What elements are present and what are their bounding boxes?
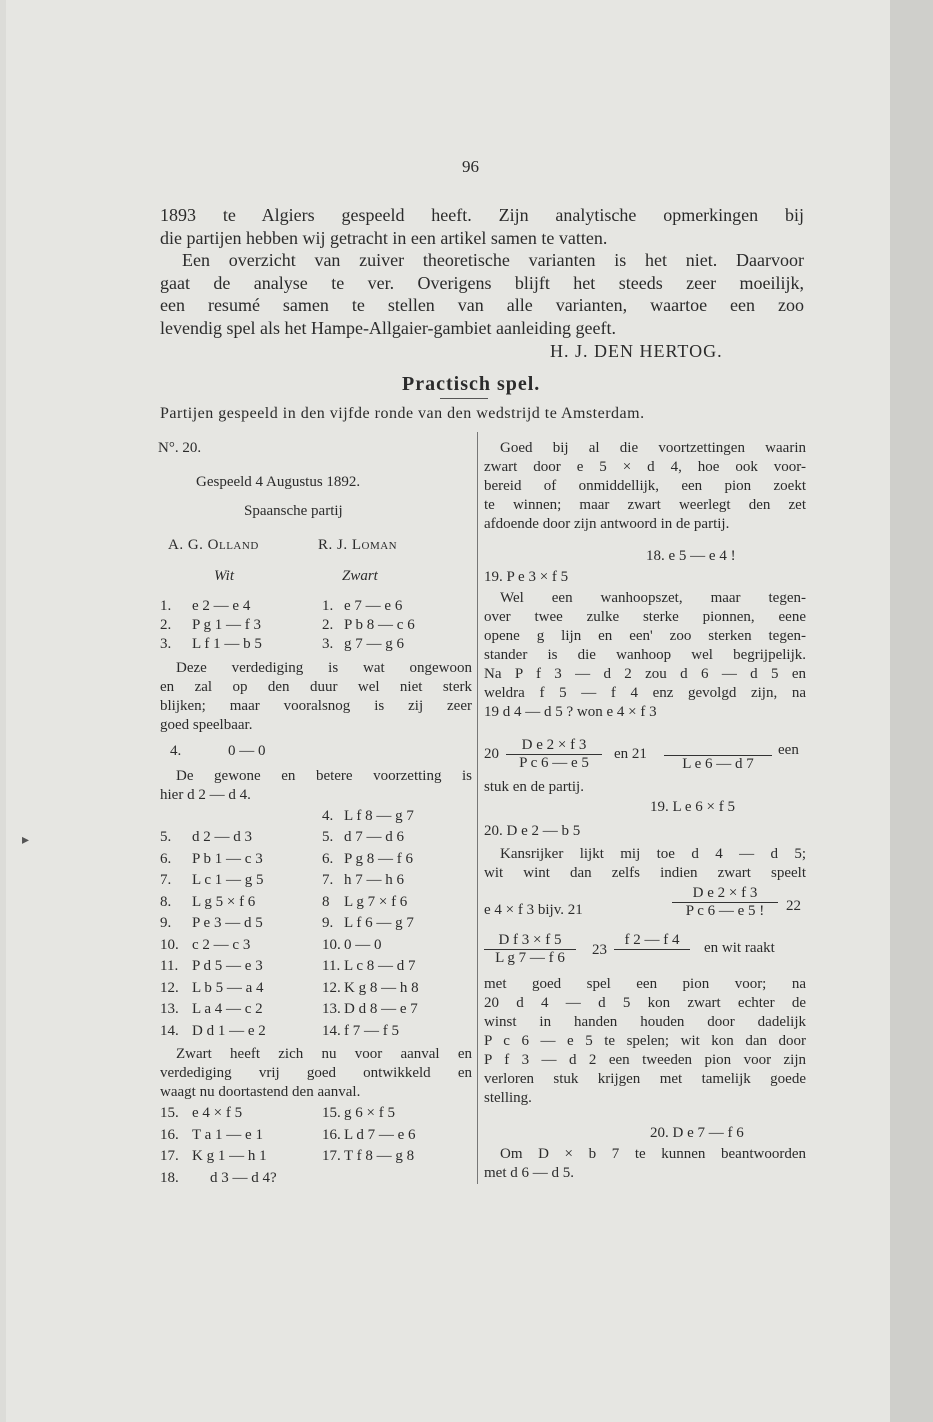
right-comment-6 [484, 1145, 806, 1183]
move-number: 10. [322, 936, 341, 953]
page-number: 96 [462, 157, 479, 176]
comment-line: Wel een wanhoopszet, maar tegen- [500, 590, 806, 606]
comment-line: Zwart heeft zich nu voor aanval en [176, 1046, 472, 1062]
frac-prefix: 20 [484, 746, 499, 762]
white-move: d 2 — d 3 [192, 829, 252, 845]
fraction-denominator: L e 6 — d 7 [682, 756, 754, 772]
comment-line: opene g lijn en een' zoo sterken tegen- [484, 628, 806, 644]
comment-line: De gewone en betere voorzetting is [176, 768, 472, 784]
comment-line: hier d 2 — d 4. [160, 787, 251, 803]
intro-line: 1893 te Algiers gespeeld heeft. Zijn analytische opmerkingen bij [160, 205, 804, 225]
comment-line: wit wint dan zelfs indien zwart speelt [484, 865, 806, 881]
move-number: 7. [322, 872, 334, 888]
comment-line: Om D × b 7 te kunnen beantwoorden [500, 1146, 806, 1162]
right-comment-2 [484, 589, 806, 722]
move-number: 2. [322, 617, 334, 633]
fraction-numerator: D f 3 × f 5 [484, 932, 576, 950]
black-move: L d 7 — e 6 [344, 1126, 416, 1143]
white-move: T a 1 — e 1 [192, 1126, 263, 1143]
move-number: 8 [322, 893, 330, 910]
move-number: 1. [160, 598, 172, 614]
comment-line: 19 d 4 — d 5 ? won e 4 × f 3 [484, 704, 657, 720]
section-subtitle: Partijen gespeeld in den vijfde ronde van den wedstrijd te Amsterdam. [160, 405, 645, 422]
intro-line: gaat de analyse te ver. Overigens blijft het steeds zeer moeilijk, [160, 272, 804, 293]
comment-line: verloren stuk krijgen met tamelijk goede [484, 1071, 806, 1087]
white-move: K g 1 — h 1 [192, 1148, 267, 1164]
move-number: 6. [322, 850, 334, 867]
white-move: d 3 — d 4? [210, 1170, 277, 1186]
fraction [664, 737, 772, 773]
intro-line: die partijen hebben wij getracht in een artikel samen te vatten. [160, 227, 608, 248]
move-number: 4. [170, 743, 182, 759]
comment-2 [160, 767, 472, 805]
comment-line: weldra f 5 — f 4 enz gevolgd zijn, na [484, 685, 806, 701]
move-number: 7. [160, 872, 172, 888]
section-title: Practisch spel. [402, 373, 541, 395]
frac-mid: 23 [592, 942, 607, 958]
comment-line: waagt nu doortastend den aanval. [160, 1084, 361, 1100]
move-number: 13. [160, 1001, 179, 1017]
black-move: L g 7 × f 6 [344, 893, 408, 910]
author-signature: H. J. DEN HERTOG. [550, 341, 723, 361]
right-comment-5 [484, 975, 806, 1108]
move-number: 2. [160, 617, 172, 633]
fraction-denominator: P c 6 — e 5 ! [685, 903, 765, 919]
black-move: D d 8 — e 7 [344, 1001, 418, 1017]
white-player: A. G. Olland [168, 537, 259, 553]
white-move: L g 5 × f 6 [192, 893, 256, 910]
move-number: 3. [160, 636, 172, 652]
frac-mid: en 21 [614, 746, 647, 762]
move-number: 4. [322, 808, 334, 824]
move-number: 16. [160, 1126, 179, 1143]
move-number: 1. [322, 598, 334, 614]
game-number: N°. 20. [158, 440, 202, 456]
comment-line: bereid of onmiddellijk, een pion zoekt [484, 478, 806, 494]
fraction [506, 737, 602, 772]
fraction-numerator: D e 2 × f 3 [506, 737, 602, 755]
frac-suffix: en wit raakt [704, 940, 775, 956]
black-move: f 7 — f 5 [344, 1022, 399, 1039]
frac-prefix: e 4 × f 3 bijv. 21 [484, 902, 583, 918]
black-move: P g 8 — f 6 [344, 850, 414, 867]
white-move: P d 5 — e 3 [192, 958, 263, 974]
move-number: 17. [160, 1148, 179, 1164]
white-move: P g 1 — f 3 [192, 617, 262, 633]
comment-line: Na P f 3 — d 2 zou d 6 — d 5 en [484, 666, 806, 682]
move-number: 15. [160, 1105, 179, 1121]
title-rule [440, 398, 488, 399]
intro-paragraph [160, 204, 804, 339]
fraction-denominator: P c 6 — e 5 [519, 755, 589, 771]
white-label: Wit [214, 568, 235, 584]
move-number: 9. [160, 915, 172, 931]
move-number: 14. [322, 1022, 341, 1039]
comment-line: en zal op den duur wel niet sterk [160, 679, 472, 695]
move-number: 11. [160, 958, 179, 974]
move-number: 5. [160, 829, 172, 845]
comment-line: over twee zulke sterke pionnen, eene [484, 609, 806, 625]
move-number: 18. [160, 1170, 179, 1186]
white-move: e 2 — e 4 [192, 598, 251, 614]
move-number: 11. [322, 958, 341, 974]
comment-line: goed speelbaar. [160, 717, 253, 733]
white-move-20: 20. D e 2 — b 5 [484, 823, 581, 839]
white-move: L a 4 — c 2 [192, 1001, 263, 1017]
comment-line: zwart door e 5 × d 4, hoe ook voor- [484, 459, 806, 475]
margin-mark: ▸ [22, 833, 30, 848]
move-number: 16. [322, 1126, 341, 1143]
black-move: 0 — 0 [344, 936, 382, 953]
comment-line: stelling. [484, 1090, 532, 1106]
fraction-numerator: D e 2 × f 3 [672, 885, 778, 903]
white-move: 0 — 0 [228, 743, 266, 759]
move-number: 3. [322, 636, 334, 652]
move-number: 12. [322, 979, 341, 996]
black-move: K g 8 — h 8 [344, 979, 419, 996]
comment-line: verdediging vrij goed ontwikkeld en [160, 1065, 472, 1081]
move-number: 10. [160, 936, 179, 953]
comment-line: afdoende door zijn antwoord in de partij. [484, 516, 730, 532]
move-number: 5. [322, 829, 334, 845]
comment-line: Kansrijker lijkt mij toe d 4 — d 5; [500, 846, 806, 862]
move-number: 6. [160, 850, 172, 867]
comment-line: met d 6 — d 5. [484, 1165, 574, 1181]
intro-line: een resumé samen te stellen van alle varianten, waartoe een zoo [160, 295, 804, 315]
white-move: L f 1 — b 5 [192, 636, 262, 652]
white-move: e 4 × f 5 [192, 1105, 243, 1121]
move-number: 15. [322, 1105, 341, 1121]
white-move: P e 3 — d 5 [192, 915, 263, 931]
fraction [672, 885, 778, 920]
game-date: Gespeeld 4 Augustus 1892. [196, 474, 361, 490]
black-move: L f 6 — g 7 [344, 915, 414, 931]
black-move: h 7 — h 6 [344, 872, 404, 888]
comment-line: stander is die wanhoop wel begrijpelijk. [484, 647, 806, 663]
black-label: Zwart [342, 568, 378, 584]
comment-line: P f 3 — d 2 een tweeden pion voor zijn [484, 1052, 806, 1068]
black-player: R. J. Loman [318, 537, 398, 553]
fraction [614, 932, 690, 968]
fraction-numerator [664, 737, 772, 756]
white-move: D d 1 — e 2 [192, 1022, 266, 1039]
comment-line: blijken; maar vooralsnog is zij zeer [160, 698, 472, 714]
comment-line: met goed spel een pion voor; na [484, 976, 806, 992]
intro-line: Een overzicht van zuiver theoretische varianten is het niet. Daarvoor [182, 250, 804, 270]
right-comment-4 [484, 845, 806, 883]
comment-line: Deze verdediging is wat ongewoon [176, 660, 472, 676]
black-move-18: 18. e 5 — e 4 ! [646, 548, 736, 564]
fraction-denominator [614, 950, 690, 968]
game-opening: Spaansche partij [244, 503, 343, 519]
comment-3 [160, 1045, 472, 1102]
comment-line: stuk en de partij. [484, 779, 584, 795]
comment-line: te winnen; maar zwart weerlegt den zet [484, 497, 806, 513]
black-move: g 7 — g 6 [344, 636, 404, 652]
move-number: 8. [160, 893, 172, 910]
right-comment-1 [484, 439, 806, 534]
fraction-numerator: f 2 — f 4 [614, 932, 690, 950]
comment-line: 20 d 4 — d 5 kon zwart echter de [484, 995, 806, 1011]
black-move-20: 20. D e 7 — f 6 [650, 1125, 744, 1141]
comment-1 [160, 659, 472, 735]
fraction [484, 932, 576, 967]
frac-suffix: 22 [786, 898, 801, 914]
move-number: 9. [322, 915, 334, 931]
white-move: L c 1 — g 5 [192, 872, 264, 888]
column-divider [477, 432, 478, 1184]
black-move: L c 8 — d 7 [344, 958, 416, 974]
white-move-19: 19. P e 3 × f 5 [484, 569, 569, 585]
black-move: P b 8 — c 6 [344, 617, 415, 633]
white-move: c 2 — c 3 [192, 936, 251, 953]
intro-line: levendig spel als het Hampe-Allgaier-gambiet aanleiding geeft. [160, 317, 616, 338]
comment-line: P c 6 — e 5 te spelen; wit kon dan door [484, 1033, 806, 1049]
comment-line: Goed bij al die voortzettingen waarin [500, 440, 806, 456]
black-move: g 6 × f 5 [344, 1105, 395, 1121]
black-move: d 7 — d 6 [344, 829, 404, 845]
move-number: 12. [160, 979, 179, 996]
page-edge [890, 0, 933, 1422]
black-move: L f 8 — g 7 [344, 808, 414, 824]
frac-suffix: een [778, 742, 799, 758]
fraction-denominator: L g 7 — f 6 [495, 950, 565, 966]
black-move: T f 8 — g 8 [344, 1148, 415, 1164]
comment-line: winst in handen houden door dadelijk [484, 1014, 806, 1030]
move-number: 17. [322, 1148, 341, 1164]
move-number: 13. [322, 1001, 341, 1017]
white-move: L b 5 — a 4 [192, 979, 264, 996]
white-move: P b 1 — c 3 [192, 850, 263, 867]
move-number: 14. [160, 1022, 179, 1039]
black-move: e 7 — e 6 [344, 598, 403, 614]
black-move-19: 19. L e 6 × f 5 [650, 799, 735, 815]
